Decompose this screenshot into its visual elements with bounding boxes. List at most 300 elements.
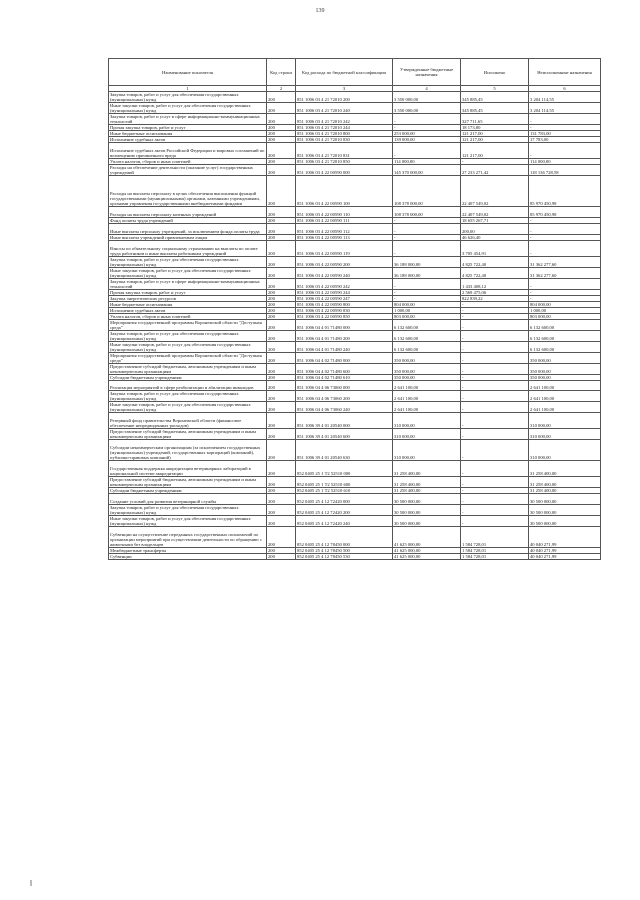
column-number: 5: [461, 86, 529, 92]
unexecuted-amount-cell: 350 000,00: [529, 374, 601, 380]
budget-code-cell: 851 1006 03 4 22 00590 244: [296, 289, 393, 295]
unexecuted-amount-cell: -: [529, 289, 601, 295]
approved-amount-cell: 3 550 000,00: [393, 103, 461, 114]
table-row: [109, 515, 601, 526]
table-row: [109, 114, 601, 125]
row-code-cell: 200: [267, 240, 296, 256]
budget-code-cell: 851 1006 03 4 22 00590 113: [296, 234, 393, 240]
column-header-unexecuted: Неисполненные назначения: [529, 59, 601, 86]
table-row: [109, 477, 601, 488]
executed-amount-cell: -: [461, 313, 529, 319]
unexecuted-amount-cell: 114 000,00: [529, 158, 601, 164]
indicator-name-cell: Иные закупки товаров, работ и услуг для обеспечения государственных (муниципальных) нужд: [109, 515, 267, 526]
unexecuted-amount-cell: -: [529, 278, 601, 289]
unexecuted-amount-cell: 30 500 000,00: [529, 515, 601, 526]
column-number: 2: [267, 86, 296, 92]
budget-code-cell: 851 1006 03 4 22 00590 242: [296, 278, 393, 289]
indicator-name-cell: Межбюджетные трансферты: [109, 547, 267, 553]
indicator-name-cell: Субвенции на осуществление переданных государственных полномочий по организации мероприятий при осуществлении деятельности по обращению с животными без владельцев: [109, 526, 267, 547]
approved-amount-cell: 6 132 600,00: [393, 341, 461, 352]
unexecuted-amount-cell: 31 362 277,60: [529, 267, 601, 278]
budget-code-cell: 851 1006 03 4 21 72010 200: [296, 92, 393, 103]
row-code-cell: 200: [267, 137, 296, 143]
budget-code-cell: 851 1006 03 4 21 72010 240: [296, 103, 393, 114]
row-code-cell: 200: [267, 131, 296, 137]
table-row: [109, 391, 601, 402]
row-code-cell: 200: [267, 494, 296, 505]
approved-amount-cell: 2 641 100,00: [393, 402, 461, 413]
executed-amount-cell: 1 433 408,12: [461, 278, 529, 289]
table-row: [109, 429, 601, 440]
budget-code-cell: 851 1006 39 4 01 20540 000: [296, 413, 393, 429]
indicator-name-cell: Предоставление субсидий бюджетным, автономным учреждениям и иным некоммерческим организациям: [109, 429, 267, 440]
unexecuted-amount-cell: 2 641 100,00: [529, 380, 601, 391]
executed-amount-cell: -: [461, 341, 529, 352]
budget-execution-table: [108, 58, 601, 560]
unexecuted-amount-cell: 3 204 114,55: [529, 92, 601, 103]
row-code-cell: 200: [267, 380, 296, 391]
executed-amount-cell: -: [461, 374, 529, 380]
executed-amount-cell: -: [461, 380, 529, 391]
table-row: [109, 267, 601, 278]
table-row: [109, 526, 601, 547]
executed-amount-cell: 1 584 728,01: [461, 547, 529, 553]
indicator-name-cell: Закупка товаров, работ и услуг для обеспечения государственных (муниципальных) нужд: [109, 504, 267, 515]
budget-code-cell: 852 0405 25 4 12 72420 240: [296, 515, 393, 526]
executed-amount-cell: -: [461, 307, 529, 313]
unexecuted-amount-cell: 17 783,00: [529, 137, 601, 143]
budget-code-cell: 851 1006 04 4 01 71480 240: [296, 341, 393, 352]
budget-code-cell: 852 0405 25 4 12 78450 000: [296, 526, 393, 547]
approved-amount-cell: 41 625 000,00: [393, 553, 461, 559]
row-code-cell: 200: [267, 391, 296, 402]
executed-amount-cell: -: [461, 352, 529, 363]
indicator-name-cell: Закупка товаров, работ и услуг для обеспечения государственных (муниципальных) нужд: [109, 330, 267, 341]
executed-amount-cell: 27 233 271,42: [461, 164, 529, 175]
budget-code-cell: 851 1006 03 4 22 00590 830: [296, 307, 393, 313]
indicator-name-cell: Иные закупки товаров, работ и услуг для обеспечения государственных (муниципальных) нужд: [109, 103, 267, 114]
row-code-cell: 200: [267, 402, 296, 413]
row-code-cell: 200: [267, 352, 296, 363]
unexecuted-amount-cell: -: [529, 234, 601, 240]
approved-amount-cell: 30 500 000,00: [393, 504, 461, 515]
approved-amount-cell: 310 000,00: [393, 413, 461, 429]
approved-amount-cell: -: [393, 114, 461, 125]
unexecuted-amount-cell: 40 040 271,99: [529, 547, 601, 553]
row-code-cell: 200: [267, 504, 296, 515]
unexecuted-amount-cell: 1 000,00: [529, 307, 601, 313]
indicator-name-cell: Расходы на выплаты персоналу казенных учреждений: [109, 207, 267, 218]
approved-amount-cell: 804 000,00: [393, 301, 461, 307]
unexecuted-amount-cell: 2 641 100,00: [529, 391, 601, 402]
unexecuted-amount-cell: 31 258 400,00: [529, 488, 601, 494]
budget-code-cell: 851 1006 03 4 22 00590 100: [296, 175, 393, 206]
indicator-name-cell: Закупка товаров, работ и услуг для обеспечения государственных (муниципальных) нужд: [109, 256, 267, 267]
row-code-cell: 200: [267, 515, 296, 526]
budget-code-cell: 851 1006 04 4 06 73060 240: [296, 402, 393, 413]
indicator-name-cell: Фонд оплаты труда учреждений: [109, 217, 267, 223]
indicator-name-cell: Государственная поддержка аккредитации ветеринарных лабораторий в национальной системе аккредитации: [109, 461, 267, 477]
budget-code-cell: 851 1006 04 4 01 71480 000: [296, 319, 393, 330]
approved-amount-cell: 41 625 000,00: [393, 526, 461, 547]
indicator-name-cell: Уплата налогов, сборов и иных платежей: [109, 313, 267, 319]
row-code-cell: 200: [267, 256, 296, 267]
table-row: [109, 504, 601, 515]
budget-code-cell: 851 1006 04 4 02 71480 600: [296, 363, 393, 374]
executed-amount-cell: 1 584 728,01: [461, 526, 529, 547]
approved-amount-cell: -: [393, 240, 461, 256]
budget-code-cell: 851 1006 03 4 22 00590 000: [296, 164, 393, 175]
column-header-name: Наименование показателя: [109, 59, 267, 86]
row-code-cell: 200: [267, 295, 296, 301]
approved-amount-cell: 350 000,00: [393, 352, 461, 363]
row-code-cell: 200: [267, 526, 296, 547]
row-code-cell: 200: [267, 207, 296, 218]
unexecuted-amount-cell: 350 000,00: [529, 363, 601, 374]
unexecuted-amount-cell: -: [529, 143, 601, 159]
indicator-name-cell: Уплата налогов, сборов и иных платежей: [109, 158, 267, 164]
unexecuted-amount-cell: 30 500 000,00: [529, 494, 601, 505]
row-code-cell: 200: [267, 267, 296, 278]
approved-amount-cell: 31 258 400,00: [393, 477, 461, 488]
unexecuted-amount-cell: -: [529, 114, 601, 125]
row-code-cell: 200: [267, 223, 296, 234]
approved-amount-cell: 108 378 000,00: [393, 207, 461, 218]
table-row: [109, 256, 601, 267]
budget-code-cell: 852 0405 25 4 12 78450 500: [296, 547, 393, 553]
unexecuted-amount-cell: -: [529, 217, 601, 223]
column-header-budget-code: Код расхода по бюджетной классификации: [296, 59, 393, 86]
row-code-cell: 200: [267, 92, 296, 103]
indicator-name-cell: Резервный фонд правительства Воронежской области (финансовое обеспечение непредвиденных расходов): [109, 413, 267, 429]
executed-amount-cell: 18 173,80: [461, 125, 529, 131]
indicator-name-cell: Исполнение судебных актов Российской Федерации и мировых соглашений по возмещению причиненного вреда: [109, 143, 267, 159]
budget-code-cell: 851 1006 03 4 21 72010 800: [296, 131, 393, 137]
unexecuted-amount-cell: -: [529, 240, 601, 256]
indicator-name-cell: Взносы по обязательному социальному страхованию на выплаты по оплате труда работников и иные выплаты работникам учреждений: [109, 240, 267, 256]
budget-code-cell: 851 1006 03 4 22 00590 119: [296, 240, 393, 256]
executed-amount-cell: 345 885,45: [461, 103, 529, 114]
table-row: [109, 92, 601, 103]
indicator-name-cell: Закупка товаров, работ и услуг для обеспечения государственных (муниципальных) нужд: [109, 391, 267, 402]
unexecuted-amount-cell: 6 132 600,00: [529, 319, 601, 330]
table-row: [109, 553, 601, 559]
approved-amount-cell: -: [393, 289, 461, 295]
unexecuted-amount-cell: -: [529, 295, 601, 301]
row-code-cell: 200: [267, 313, 296, 319]
budget-code-cell: 851 1006 03 4 22 00590 200: [296, 256, 393, 267]
indicator-name-cell: Иные закупки товаров, работ и услуг для обеспечения государственных (муниципальных) нужд: [109, 341, 267, 352]
row-code-cell: 200: [267, 330, 296, 341]
indicator-name-cell: Закупка товаров, работ и услуг в сфере информационно-коммуникационных технологий: [109, 278, 267, 289]
table-row: [109, 341, 601, 352]
unexecuted-amount-cell: -: [529, 125, 601, 131]
budget-code-cell: 851 1006 04 4 06 73060 200: [296, 391, 393, 402]
approved-amount-cell: 6 132 600,00: [393, 319, 461, 330]
row-code-cell: 200: [267, 114, 296, 125]
approved-amount-cell: 6 132 600,00: [393, 330, 461, 341]
table-row: [109, 413, 601, 429]
scan-mark: [30, 880, 32, 886]
budget-code-cell: 851 1006 04 4 01 71480 200: [296, 330, 393, 341]
budget-code-cell: 852 0405 25 4 12 78450 530: [296, 553, 393, 559]
indicator-name-cell: Иные выплаты персоналу учреждений, за исключением фонда оплаты труда: [109, 223, 267, 234]
unexecuted-amount-cell: 40 040 271,99: [529, 553, 601, 559]
row-code-cell: 200: [267, 307, 296, 313]
table-row: [109, 103, 601, 114]
row-code-cell: 200: [267, 301, 296, 307]
indicator-name-cell: Создание условий для развития ветеринарной службы: [109, 494, 267, 505]
indicator-name-cell: Иные бюджетные ассигнования: [109, 131, 267, 137]
indicator-name-cell: Субсидии некоммерческим организациям (за исключением государственных (муниципальных) учреждений, государственных корпораций (компаний), публично-правовых компаний): [109, 440, 267, 461]
executed-amount-cell: 1 584 728,01: [461, 553, 529, 559]
row-code-cell: 200: [267, 164, 296, 175]
executed-amount-cell: -: [461, 461, 529, 477]
unexecuted-amount-cell: 40 040 271,99: [529, 526, 601, 547]
table-row: [109, 440, 601, 461]
column-number: 3: [296, 86, 393, 92]
column-number: 4: [393, 86, 461, 92]
approved-amount-cell: 108 378 000,00: [393, 175, 461, 206]
budget-code-cell: 851 1006 04 4 02 71480 000: [296, 352, 393, 363]
executed-amount-cell: 22 407 549,02: [461, 175, 529, 206]
approved-amount-cell: -: [393, 234, 461, 240]
budget-code-cell: 852 0405 25 4 12 72420 200: [296, 504, 393, 515]
executed-amount-cell: 200,00: [461, 223, 529, 234]
unexecuted-amount-cell: 131 783,00: [529, 131, 601, 137]
executed-amount-cell: 822 839,22: [461, 295, 529, 301]
table-row: [109, 319, 601, 330]
approved-amount-cell: 350 000,00: [393, 363, 461, 374]
unexecuted-amount-cell: 3 204 114,55: [529, 103, 601, 114]
table-row: [109, 175, 601, 206]
budget-code-cell: 851 1006 03 4 22 00590 112: [296, 223, 393, 234]
approved-amount-cell: 114 000,00: [393, 158, 461, 164]
row-code-cell: 200: [267, 217, 296, 223]
executed-amount-cell: -: [461, 391, 529, 402]
budget-code-cell: 851 1006 04 4 02 71480 610: [296, 374, 393, 380]
row-code-cell: 200: [267, 363, 296, 374]
executed-amount-cell: 121 217,00: [461, 143, 529, 159]
budget-code-cell: 851 1006 03 4 22 00590 111: [296, 217, 393, 223]
budget-code-cell: 851 1006 03 4 21 72010 244: [296, 125, 393, 131]
executed-amount-cell: 121 217,00: [461, 131, 529, 137]
row-code-cell: 200: [267, 143, 296, 159]
approved-amount-cell: -: [393, 143, 461, 159]
executed-amount-cell: 3 705 454,91: [461, 240, 529, 256]
row-code-cell: 200: [267, 374, 296, 380]
indicator-name-cell: Расходы на обеспечение деятельности (оказание услуг) государственных учреждений: [109, 164, 267, 175]
indicator-name-cell: Исполнение судебных актов: [109, 137, 267, 143]
table-row: [109, 461, 601, 477]
indicator-name-cell: Закупка товаров, работ и услуг в сфере информационно-коммуникационных технологий: [109, 114, 267, 125]
executed-amount-cell: 22 407 549,02: [461, 207, 529, 218]
approved-amount-cell: 30 500 000,00: [393, 494, 461, 505]
executed-amount-cell: -: [461, 488, 529, 494]
executed-amount-cell: -: [461, 402, 529, 413]
unexecuted-amount-cell: 310 000,00: [529, 440, 601, 461]
column-number: 1: [109, 86, 267, 92]
approved-amount-cell: 3 550 000,00: [393, 92, 461, 103]
approved-amount-cell: 803 000,00: [393, 313, 461, 319]
row-code-cell: 200: [267, 413, 296, 429]
executed-amount-cell: -: [461, 429, 529, 440]
table-row: [109, 223, 601, 234]
approved-amount-cell: 41 625 000,00: [393, 547, 461, 553]
budget-code-cell: 851 1006 03 4 22 00590 110: [296, 207, 393, 218]
approved-amount-cell: 310 000,00: [393, 440, 461, 461]
approved-amount-cell: 31 258 400,00: [393, 461, 461, 477]
approved-amount-cell: 30 500 000,00: [393, 515, 461, 526]
approved-amount-cell: -: [393, 217, 461, 223]
table-row: [109, 363, 601, 374]
row-code-cell: 200: [267, 461, 296, 477]
executed-amount-cell: -: [461, 504, 529, 515]
executed-amount-cell: 18 655 267,71: [461, 217, 529, 223]
executed-amount-cell: 121 217,00: [461, 137, 529, 143]
indicator-name-cell: Субсидии бюджетным учреждениям: [109, 374, 267, 380]
unexecuted-amount-cell: 6 132 600,00: [529, 341, 601, 352]
table-row: [109, 352, 601, 363]
indicator-name-cell: Иные выплаты учреждений привлекаемым лицам: [109, 234, 267, 240]
table-row: [109, 330, 601, 341]
row-code-cell: 200: [267, 477, 296, 488]
unexecuted-amount-cell: 31 258 400,00: [529, 477, 601, 488]
indicator-name-cell: Мероприятия государственной программы Воронежской области "Доступная среда": [109, 352, 267, 363]
budget-code-cell: 852 0405 25 1 Т2 52510 000: [296, 461, 393, 477]
budget-code-cell: 851 1006 03 4 21 72010 242: [296, 114, 393, 125]
row-code-cell: 200: [267, 278, 296, 289]
row-code-cell: 200: [267, 158, 296, 164]
executed-amount-cell: -: [461, 330, 529, 341]
executed-amount-cell: -: [461, 494, 529, 505]
budget-code-cell: 852 0405 25 1 Т2 52510 600: [296, 477, 393, 488]
indicator-name-cell: Реализация мероприятий в сфере реабилитации и абилитации инвалидов: [109, 380, 267, 391]
row-code-cell: 200: [267, 289, 296, 295]
indicator-name-cell: Исполнение судебных актов: [109, 307, 267, 313]
table-row: [109, 207, 601, 218]
budget-code-cell: 851 1006 03 4 22 00590 800: [296, 301, 393, 307]
unexecuted-amount-cell: 31 362 277,60: [529, 256, 601, 267]
budget-code-cell: 851 1006 39 4 01 20540 600: [296, 429, 393, 440]
indicator-name-cell: Предоставление субсидий бюджетным, автономным учреждениям и иным некоммерческим организациям: [109, 363, 267, 374]
unexecuted-amount-cell: 310 000,00: [529, 413, 601, 429]
budget-code-cell: 851 1006 04 4 06 73060 000: [296, 380, 393, 391]
approved-amount-cell: 139 000,00: [393, 137, 461, 143]
approved-amount-cell: 253 000,00: [393, 131, 461, 137]
executed-amount-cell: -: [461, 301, 529, 307]
indicator-name-cell: Иные закупки товаров, работ и услуг для обеспечения государственных (муниципальных) нужд: [109, 267, 267, 278]
column-number: 6: [529, 86, 601, 92]
indicator-name-cell: Расходы на выплаты персоналу в целях обеспечения выполнения функций государственными (муниципальными) органами, казенными учреждениями, органами управления государственными внебюджетными фондами: [109, 175, 267, 206]
executed-amount-cell: 4 825 722,40: [461, 256, 529, 267]
executed-amount-cell: -: [461, 413, 529, 429]
budget-code-cell: 851 1006 03 4 22 00590 240: [296, 267, 393, 278]
column-header-row-code: Код строки: [267, 59, 296, 86]
budget-code-cell: 851 1006 39 4 01 20540 630: [296, 440, 393, 461]
executed-amount-cell: -: [461, 477, 529, 488]
column-header-executed: Исполнено: [461, 59, 529, 86]
executed-amount-cell: 46 626,40: [461, 234, 529, 240]
indicator-name-cell: Прочая закупка товаров, работ и услуг: [109, 125, 267, 131]
indicator-name-cell: Предоставление субсидий бюджетным, автономным учреждениям и иным некоммерческим организациям: [109, 477, 267, 488]
executed-amount-cell: -: [461, 158, 529, 164]
unexecuted-amount-cell: 804 000,00: [529, 301, 601, 307]
unexecuted-amount-cell: 85 970 450,98: [529, 175, 601, 206]
budget-code-cell: 851 1006 03 4 22 00590 850: [296, 313, 393, 319]
indicator-name-cell: Субсидии бюджетным учреждениям: [109, 488, 267, 494]
unexecuted-amount-cell: -: [529, 223, 601, 234]
header-row: [109, 59, 601, 86]
table-row: [109, 494, 601, 505]
executed-amount-cell: -: [461, 319, 529, 330]
indicator-name-cell: Иные бюджетные ассигнования: [109, 301, 267, 307]
budget-code-cell: 851 1006 03 4 21 72010 850: [296, 158, 393, 164]
budget-code-cell: 852 0405 25 4 12 72420 000: [296, 494, 393, 505]
row-code-cell: 200: [267, 175, 296, 206]
row-code-cell: 200: [267, 440, 296, 461]
table-row: [109, 143, 601, 159]
approved-amount-cell: -: [393, 125, 461, 131]
approved-amount-cell: 2 641 100,00: [393, 391, 461, 402]
approved-amount-cell: -: [393, 278, 461, 289]
indicator-name-cell: Субвенции: [109, 553, 267, 559]
row-code-cell: 200: [267, 488, 296, 494]
indicator-name-cell: Закупка энергетических ресурсов: [109, 295, 267, 301]
table-row: [109, 380, 601, 391]
executed-amount-cell: -: [461, 363, 529, 374]
executed-amount-cell: -: [461, 515, 529, 526]
unexecuted-amount-cell: 118 136 728,58: [529, 164, 601, 175]
indicator-name-cell: Мероприятия государственной программы Воронежской области "Доступная среда": [109, 319, 267, 330]
approved-amount-cell: -: [393, 295, 461, 301]
unexecuted-amount-cell: 31 258 400,00: [529, 461, 601, 477]
approved-amount-cell: 145 370 000,00: [393, 164, 461, 175]
table-row: [109, 402, 601, 413]
approved-amount-cell: 36 188 000,00: [393, 256, 461, 267]
table-row: [109, 164, 601, 175]
indicator-name-cell: Прочая закупка товаров, работ и услуг: [109, 289, 267, 295]
page-number: 139: [315, 8, 325, 14]
row-code-cell: 200: [267, 125, 296, 131]
row-code-cell: 200: [267, 103, 296, 114]
unexecuted-amount-cell: 2 641 100,00: [529, 402, 601, 413]
row-code-cell: 200: [267, 429, 296, 440]
unexecuted-amount-cell: 350 000,00: [529, 352, 601, 363]
executed-amount-cell: 327 711,65: [461, 114, 529, 125]
indicator-name-cell: Закупка товаров, работ и услуг для обеспечения государственных (муниципальных) нужд: [109, 92, 267, 103]
table-row: [109, 278, 601, 289]
row-code-cell: 200: [267, 341, 296, 352]
approved-amount-cell: 310 000,00: [393, 429, 461, 440]
approved-amount-cell: -: [393, 223, 461, 234]
indicator-name-cell: Иные закупки товаров, работ и услуг для обеспечения государственных (муниципальных) нужд: [109, 402, 267, 413]
approved-amount-cell: 2 641 100,00: [393, 380, 461, 391]
row-code-cell: 200: [267, 234, 296, 240]
unexecuted-amount-cell: 85 970 450,98: [529, 207, 601, 218]
unexecuted-amount-cell: 803 000,00: [529, 313, 601, 319]
approved-amount-cell: 350 000,00: [393, 374, 461, 380]
approved-amount-cell: 31 258 400,00: [393, 488, 461, 494]
unexecuted-amount-cell: 310 000,00: [529, 429, 601, 440]
approved-amount-cell: 36 188 000,00: [393, 267, 461, 278]
table-row: [109, 240, 601, 256]
executed-amount-cell: -: [461, 440, 529, 461]
unexecuted-amount-cell: 30 500 000,00: [529, 504, 601, 515]
executed-amount-cell: 4 825 722,40: [461, 267, 529, 278]
row-code-cell: 200: [267, 547, 296, 553]
row-code-cell: 200: [267, 553, 296, 559]
